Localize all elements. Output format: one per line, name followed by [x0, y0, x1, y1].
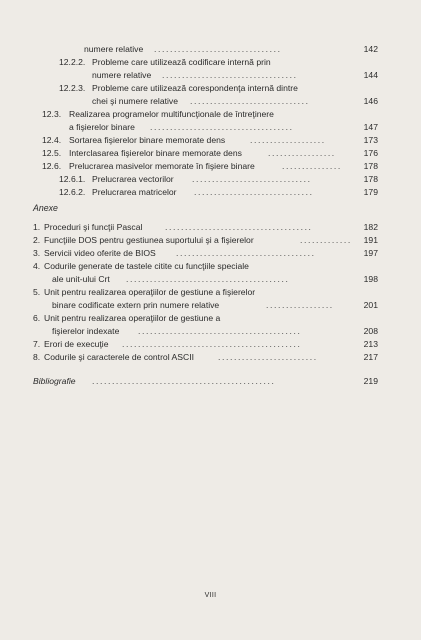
toc-entry	[0, 56, 421, 68]
entry-page: 217	[363, 352, 378, 362]
leader-dots: ..............................	[192, 174, 312, 184]
entry-title: chei şi numere relative	[92, 96, 178, 106]
leader-dots: ...................................	[176, 248, 316, 258]
leader-dots: ..............................	[194, 187, 314, 197]
toc-entry	[0, 299, 421, 311]
entry-number: 12.6.	[42, 161, 62, 171]
entry-title: Servicii video oferite de BIOS	[44, 248, 156, 258]
entry-title: Prelucrarea vectorilor	[92, 174, 174, 184]
toc-entry	[0, 234, 421, 246]
entry-title: numere relative	[92, 70, 152, 80]
entry-title: Funcţiile DOS pentru gestiunea suportului şi a fişierelor	[44, 235, 254, 245]
entry-title: Codurile şi caracterele de control ASCII	[44, 352, 194, 362]
toc-entry	[0, 108, 421, 120]
entry-number: 12.5.	[42, 148, 62, 158]
entry-title: Interclasarea fişierelor binare memorate dens	[69, 148, 242, 158]
toc-entry	[0, 221, 421, 233]
entry-number: 5.	[33, 287, 41, 297]
toc-entry	[0, 338, 421, 350]
toc-entry	[0, 325, 421, 337]
leader-dots: ...................	[250, 135, 326, 145]
entry-number: 12.4.	[42, 135, 62, 145]
entry-title: binare codificate extern prin numere relative	[52, 300, 220, 310]
entry-number: 12.3.	[42, 109, 62, 119]
entry-number: 4.	[33, 261, 41, 271]
entry-page: 144	[363, 70, 378, 80]
entry-title: Probleme care utilizează corespondenţa internă dintre	[92, 83, 298, 93]
entry-title: ale unit-ului Crt	[52, 274, 110, 284]
entry-page: 219	[363, 376, 378, 386]
entry-title: Probleme care utilizează codificare internă prin	[92, 57, 271, 67]
toc-entry	[0, 43, 421, 55]
leader-dots: ..................................	[162, 70, 298, 80]
entry-page: 182	[363, 222, 378, 232]
entry-number: 3.	[33, 248, 41, 258]
entry-page: 142	[363, 44, 378, 54]
entry-title: Prelucrarea matricelor	[92, 187, 177, 197]
entry-number: 12.6.1.	[59, 174, 86, 184]
entry-page: 173	[363, 135, 378, 145]
toc-entry	[0, 160, 421, 172]
leader-dots: ....................................	[150, 122, 294, 132]
entry-page: 179	[363, 187, 378, 197]
entry-page: 176	[363, 148, 378, 158]
entry-page: 146	[363, 96, 378, 106]
toc-entry	[0, 260, 421, 272]
entry-number: 2.	[33, 235, 41, 245]
entry-page: 178	[363, 174, 378, 184]
leader-dots: ..............................................	[92, 376, 276, 386]
entry-title: Proceduri şi funcţii Pascal	[44, 222, 143, 232]
entry-page: 191	[363, 235, 378, 245]
toc-entry	[0, 95, 421, 107]
leader-dots: .........................................	[138, 326, 302, 336]
toc-entry	[0, 134, 421, 146]
leader-dots: ................................	[154, 44, 282, 54]
toc-entry	[0, 147, 421, 159]
toc-entry-bibliography	[0, 375, 421, 387]
entry-title: Realizarea programelor multifuncţionale de întreţinere	[69, 109, 274, 119]
entry-page: 198	[363, 274, 378, 284]
toc-entry	[0, 351, 421, 363]
entry-page: 147	[363, 122, 378, 132]
entry-title: fişierelor indexate	[52, 326, 120, 336]
entry-title: Unit pentru realizarea operaţiilor de gestiune a	[44, 313, 221, 323]
toc-entry	[0, 186, 421, 198]
leader-dots: .....................................	[165, 222, 313, 232]
entry-title: Erori de execuţie	[44, 339, 109, 349]
toc-entry	[0, 82, 421, 94]
leader-dots: .........................	[218, 352, 318, 362]
entry-page: 197	[363, 248, 378, 258]
bibliography-title: Bibliografie	[33, 376, 76, 386]
entry-title: a fişierelor binare	[69, 122, 135, 132]
entry-number: 7.	[33, 339, 41, 349]
entry-page: 213	[363, 339, 378, 349]
leader-dots: .............	[300, 235, 352, 245]
leader-dots: .................	[266, 300, 334, 310]
entry-number: 6.	[33, 313, 41, 323]
leader-dots: ...............	[282, 161, 342, 171]
entry-number: 1.	[33, 222, 41, 232]
toc-entry	[0, 312, 421, 324]
leader-dots: .........................................	[126, 274, 290, 284]
entry-title: Codurile generate de tastele citite cu funcţiile speciale	[44, 261, 249, 271]
entry-page: 201	[363, 300, 378, 310]
leader-dots: .............................................	[122, 339, 302, 349]
entry-number: 8.	[33, 352, 41, 362]
page-folio: VIII	[204, 592, 217, 599]
entry-title: Prelucrarea masivelor memorate în fişiere binare	[69, 161, 255, 171]
toc-entry	[0, 247, 421, 259]
entry-page: 178	[363, 161, 378, 171]
leader-dots: .................	[268, 148, 336, 158]
entry-number: 12.6.2.	[59, 187, 86, 197]
leader-dots: ..............................	[190, 96, 310, 106]
entry-title: Sortarea fişierelor binare memorate dens	[69, 135, 226, 145]
entry-title: Unit pentru realizarea operaţiilor de gestiune a fişierelor	[44, 287, 256, 297]
entry-title: numere relative	[84, 44, 144, 54]
entry-number: 12.2.3.	[59, 83, 86, 93]
toc-entry	[0, 173, 421, 185]
entry-number: 12.2.2.	[59, 57, 86, 67]
toc-entry	[0, 286, 421, 298]
toc-entry	[0, 273, 421, 285]
toc-entry	[0, 69, 421, 81]
annexes-heading: Anexe	[33, 203, 58, 213]
entry-page: 208	[363, 326, 378, 336]
toc-entry	[0, 121, 421, 133]
